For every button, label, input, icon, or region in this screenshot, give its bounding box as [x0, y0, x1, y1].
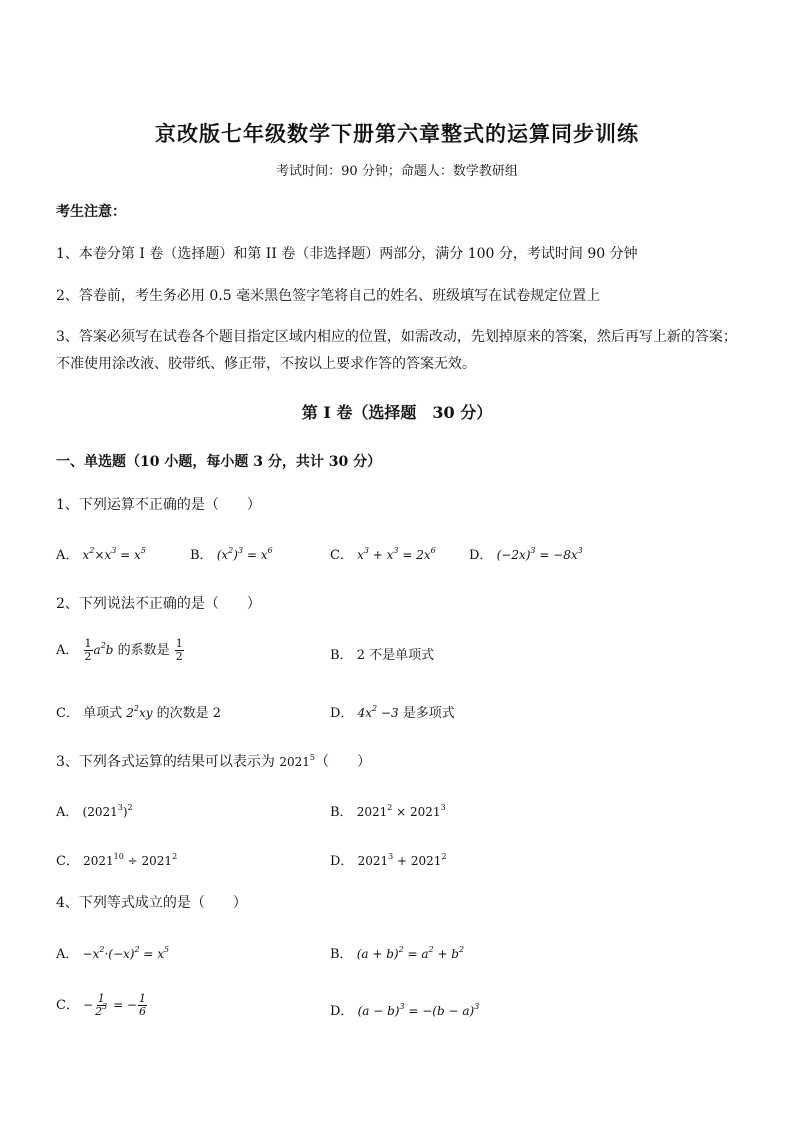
option-expression: $2021^2 \times 2021^3$ — [356, 803, 446, 819]
option-text: 的系数是 — [117, 643, 170, 658]
option-label: D． — [330, 706, 354, 721]
notice-item-2: 2、答卷前，考生务必用 0.5 毫米黑色签字笔将自己的姓名、班级填写在试卷规定位置上 — [56, 288, 601, 304]
question-4-option-c[interactable] — [56, 993, 148, 1018]
question-3-option-a[interactable] — [56, 801, 133, 820]
question-3-option-c[interactable] — [56, 850, 177, 869]
option-expression: $2021^{10} \div 2021^2$ — [83, 852, 178, 868]
option-label: D． — [330, 1004, 354, 1019]
option-expression: $4x^2 -3$ — [357, 704, 399, 720]
option-label: D． — [469, 548, 493, 563]
option-expression: $x^3 + x^3 = 2x^6$ — [357, 546, 436, 562]
option-label: C． — [330, 548, 353, 563]
option-label: B． — [330, 947, 353, 962]
option-expression: $(x^2)^3 = x^6$ — [216, 546, 273, 562]
question-3-stem: 3、下列各式运算的结果可以表示为 2021$^5$（ ） — [56, 753, 372, 770]
option-label: A． — [56, 643, 79, 658]
question-1-option-a[interactable] — [56, 544, 146, 563]
option-label: B． — [190, 548, 213, 563]
option-label: C． — [56, 998, 79, 1013]
question-3-option-d[interactable] — [330, 850, 447, 869]
question-2-option-d[interactable] — [330, 702, 455, 721]
option-label: C． — [56, 706, 79, 721]
question-3-option-b[interactable] — [330, 801, 446, 820]
option-text-pre: 单项式 — [83, 706, 123, 721]
question-2-option-c[interactable] — [56, 702, 221, 721]
document-title: 京改版七年级数学下册第六章整式的运算同步训练 — [155, 121, 639, 146]
question-2-stem: 2、下列说法不正确的是（ ） — [56, 596, 261, 612]
option-text: 2 不是单项式 — [356, 648, 435, 663]
option-expression: $(-2x)^3 = -8x^3$ — [496, 546, 583, 562]
option-expression: $x^2\times x^3 = x^5$ — [82, 546, 146, 562]
notice-item-1: 1、本卷分第 I 卷（选择题）和第 II 卷（非选择题）两部分，满分 100 分，考试时间 90 分钟 — [56, 246, 638, 262]
question-2-option-b[interactable] — [330, 644, 434, 663]
question-1-option-d[interactable] — [469, 544, 583, 563]
option-label: D． — [330, 854, 354, 869]
question-1-option-b[interactable] — [190, 544, 273, 563]
notice-heading: 考生注意： — [56, 204, 126, 220]
question-group-heading: 一、单选题（10 小题，每小题 3 分，共计 30 分） — [56, 454, 382, 470]
exam-info: 考试时间：90 分钟；命题人：数学教研组 — [276, 164, 518, 179]
question-4-stem: 4、下列等式成立的是（ ） — [56, 895, 247, 911]
question-4-option-b[interactable] — [330, 943, 464, 962]
section-title: 第 I 卷（选择题 30 分） — [301, 403, 493, 422]
fraction-one-half: $\frac{1}{2}$ — [84, 637, 92, 663]
question-1-option-c[interactable] — [330, 544, 436, 563]
option-expression: $(a - b)^3 = -(b - a)^3$ — [357, 1002, 480, 1018]
option-expression: − $\frac{1}{2^3}$ = − $\frac{1}{6}$ — [83, 992, 146, 1018]
question-2-option-a[interactable] — [56, 638, 185, 663]
option-label: B． — [330, 648, 353, 663]
question-4-option-d[interactable] — [330, 1000, 479, 1019]
question-4-option-a[interactable] — [56, 943, 169, 962]
fraction-coefficient: $\frac{1}{2}$ — [175, 637, 183, 663]
option-label: A． — [56, 947, 79, 962]
option-expression: $(a + b)^2 = a^2 + b^2$ — [356, 945, 465, 961]
question-1-stem: 1、下列运算不正确的是（ ） — [56, 497, 261, 513]
option-expression: $-x^2\cdot(-x)^2 = x^5$ — [82, 945, 170, 961]
option-expression: $(2021^3)^2$ — [82, 803, 133, 819]
stem-expression: 2021$^5$ — [279, 753, 316, 769]
option-expression: $2^2xy$ — [126, 704, 153, 720]
option-expression: $a^2b$ — [93, 641, 114, 657]
option-label: C． — [56, 854, 79, 869]
option-label: A． — [56, 805, 79, 820]
notice-item-3: 3、答案必须写在试卷各个题目指定区域内相应的位置，如需改动，先划掉原来的答案，然后再写上新的答案；不准使用涂改液、胶带纸、修正带，不按以上要求作答的答案无效。 — [56, 329, 737, 372]
option-label: A． — [56, 548, 79, 563]
option-text: 是多项式 — [402, 706, 455, 721]
option-text-post: 的次数是 2 — [156, 706, 222, 721]
option-expression: $2021^3 + 2021^2$ — [357, 852, 447, 868]
option-label: B． — [330, 805, 353, 820]
